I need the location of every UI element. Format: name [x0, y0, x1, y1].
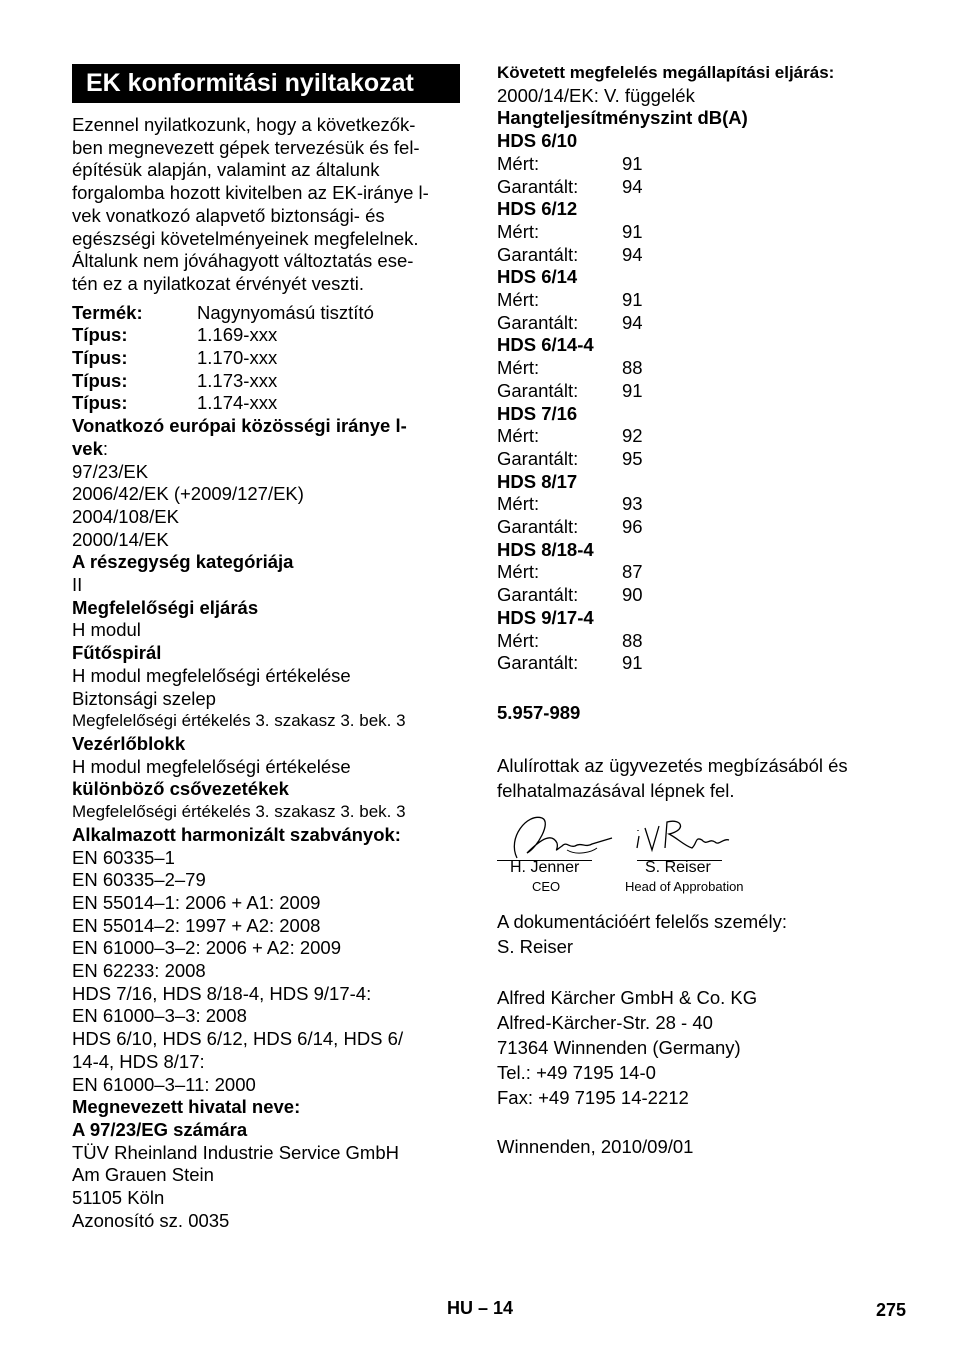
conformity-procedure-heading: Megfelelőségi eljárás — [72, 596, 259, 618]
component-category-block — [72, 551, 462, 596]
assessment-value: 2000/14/EK: V. függelék — [497, 84, 695, 106]
measured-row — [497, 289, 917, 312]
notified-body-line: 51105 Köln — [72, 1187, 165, 1209]
footer-section: HU – 14 — [447, 1298, 514, 1318]
model-name: HDS 6/10 — [497, 130, 578, 152]
guaranteed-value: 96 — [622, 516, 643, 538]
standard-item: EN 61000–3–11: 2000 — [72, 1073, 256, 1095]
authorization-line: Alulírottak az ügyvezetés megbízásából és — [497, 754, 848, 776]
model-name: HDS 9/17-4 — [497, 606, 594, 628]
conformity-procedure-block — [72, 597, 462, 642]
guaranteed-row — [497, 312, 917, 335]
signer-name: S. Reiser — [645, 859, 711, 876]
model-name: HDS 7/16 — [497, 402, 578, 424]
standard-item: 14-4, HDS 8/17: — [72, 1050, 205, 1072]
guaranteed-row — [497, 584, 917, 607]
guaranteed-value: 90 — [622, 584, 643, 606]
document-number: 5.957-989 — [497, 701, 581, 723]
left-column — [72, 64, 462, 1232]
standards-heading: Alkalmazott harmonizált szabványok: — [72, 823, 401, 845]
intro-line: tén ez a nyilatkozat érvényét veszti. — [72, 272, 365, 294]
authorization-text — [497, 753, 917, 803]
notified-body-line: TÜV Rheinland Industrie Service GmbH — [72, 1141, 399, 1163]
control-block-heading: Vezérlőblokk — [72, 732, 186, 754]
notified-body-heading: Megnevezett hivatal neve: — [72, 1096, 301, 1118]
standard-item: EN 61000–3–3: 2008 — [72, 1005, 247, 1027]
directives-heading-cont — [72, 438, 462, 461]
notified-body-line: Am Grauen Stein — [72, 1164, 214, 1186]
type-label: Típus: — [72, 324, 128, 346]
standard-item: EN 60335–2–79 — [72, 869, 206, 891]
signatures — [497, 808, 797, 900]
type-label: Típus: — [72, 347, 128, 369]
notified-body-line: Azonosító sz. 0035 — [72, 1209, 230, 1231]
intro-line: ben megnevezett gépek tervezésük és fel- — [72, 136, 420, 158]
type-row — [72, 324, 462, 347]
guaranteed-row — [497, 516, 917, 539]
type-value: 1.174-xxx — [197, 392, 278, 414]
guaranteed-value: 91 — [622, 652, 643, 674]
guaranteed-label: Garantált: — [497, 584, 579, 606]
documentation-block — [497, 909, 787, 959]
notified-body-block — [72, 1096, 462, 1232]
heating-coil-line: Biztonsági szelep — [72, 687, 216, 709]
standard-item: HDS 6/10, HDS 6/12, HDS 6/14, HDS 6/ — [72, 1028, 404, 1050]
standards-block — [72, 824, 462, 1096]
type-row — [72, 347, 462, 370]
measured-label: Mért: — [497, 357, 540, 379]
heating-coil-block — [72, 642, 462, 733]
type-row — [72, 392, 462, 415]
intro-line: Ezennel nyilatkozunk, hogy a következők- — [72, 114, 416, 135]
notified-body-subheading: A 97/23/EG számára — [72, 1118, 248, 1140]
control-block-value: H modul megfelelőségi értékelése — [72, 755, 351, 777]
sound-heading: Hangteljesítményszint dB(A) — [497, 107, 748, 129]
measured-value: 93 — [622, 493, 643, 515]
product-row — [72, 302, 462, 325]
product-value: Nagynyomású tisztító — [197, 301, 374, 323]
guaranteed-value: 94 — [622, 175, 643, 197]
measured-row — [497, 493, 917, 516]
standard-item: EN 61000–3–2: 2006 + A2: 2009 — [72, 937, 341, 959]
type-label: Típus: — [72, 369, 128, 391]
documentation-person: S. Reiser — [497, 936, 574, 957]
company-line: 71364 Winnenden (Germany) — [497, 1037, 741, 1058]
directives-block — [72, 415, 462, 551]
guaranteed-label: Garantált: — [497, 311, 579, 333]
measured-value: 88 — [622, 629, 643, 651]
standard-item: HDS 7/16, HDS 8/18-4, HDS 9/17-4: — [72, 982, 372, 1004]
measured-value: 91 — [622, 289, 643, 311]
measured-value: 92 — [622, 425, 643, 447]
documentation-label: A dokumentációért felelős személy: — [497, 911, 787, 932]
measured-label: Mért: — [497, 493, 540, 515]
standard-item: EN 62233: 2008 — [72, 960, 206, 982]
product-block — [72, 302, 462, 416]
conformity-procedure-value: H modul — [72, 619, 141, 641]
guaranteed-row — [497, 244, 917, 267]
standard-item: EN 55014–2: 1997 + A2: 2008 — [72, 914, 321, 936]
company-line: Fax: +49 7195 14-2212 — [497, 1087, 689, 1108]
intro-line: vek vonatkozó alapvető biztonsági- és — [72, 204, 385, 226]
measured-label: Mért: — [497, 425, 540, 447]
guaranteed-row — [497, 176, 917, 199]
control-block-block — [72, 733, 462, 778]
measured-row — [497, 153, 917, 176]
guaranteed-value: 95 — [622, 447, 643, 469]
standard-item: EN 55014–1: 2006 + A1: 2009 — [72, 891, 321, 913]
directive-item: 2004/108/EK — [72, 505, 179, 527]
measured-value: 88 — [622, 357, 643, 379]
guaranteed-value: 94 — [622, 311, 643, 333]
measured-value: 91 — [622, 220, 643, 242]
signer-title: Head of Approbation — [625, 879, 744, 894]
type-value: 1.173-xxx — [197, 369, 278, 391]
measured-value: 87 — [622, 561, 643, 583]
measured-label: Mért: — [497, 561, 540, 583]
measured-label: Mért: — [497, 289, 540, 311]
assessment-heading: Követett megfelelés megállapítási eljárás: — [497, 63, 835, 82]
guaranteed-label: Garantált: — [497, 652, 579, 674]
guaranteed-label: Garantált: — [497, 175, 579, 197]
company-block — [497, 985, 757, 1110]
product-label: Termék: — [72, 301, 143, 323]
directives-colon: : — [102, 437, 109, 459]
right-column — [497, 62, 917, 803]
type-row — [72, 370, 462, 393]
type-value: 1.170-xxx — [197, 347, 278, 369]
company-line: Alfred-Kärcher-Str. 28 - 40 — [497, 1012, 713, 1033]
company-line: Tel.: +49 7195 14-0 — [497, 1062, 656, 1083]
page-title: EK konformitási nyiltakozat — [72, 64, 460, 103]
component-category-heading: A részegység kategóriája — [72, 551, 294, 573]
measured-row — [497, 630, 917, 653]
measured-label: Mért: — [497, 629, 540, 651]
model-name: HDS 6/12 — [497, 198, 578, 220]
measured-row — [497, 357, 917, 380]
intro-line: egészségi követelményeinek megfelelnek. — [72, 227, 419, 249]
guaranteed-label: Garantált: — [497, 447, 579, 469]
intro-line: építésük alapján, valamint az általunk — [72, 159, 380, 181]
place-date: Winnenden, 2010/09/01 — [497, 1136, 694, 1157]
guaranteed-label: Garantált: — [497, 516, 579, 538]
measured-value: 91 — [622, 152, 643, 174]
directive-item: 2006/42/EK (+2009/127/EK) — [72, 483, 304, 505]
standard-item: EN 60335–1 — [72, 846, 175, 868]
directive-item: 97/23/EK — [72, 460, 149, 482]
measured-label: Mért: — [497, 152, 540, 174]
signer-name: H. Jenner — [510, 859, 580, 876]
signer-title: CEO — [532, 879, 561, 894]
pipelines-block — [72, 778, 462, 823]
page-number: 275 — [876, 1300, 907, 1320]
company-line: Alfred Kärcher GmbH & Co. KG — [497, 987, 758, 1008]
type-value: 1.169-xxx — [197, 324, 278, 346]
measured-row — [497, 561, 917, 584]
directive-item: 2000/14/EK — [72, 528, 169, 550]
intro-line: forgalomba hozott kivitelben az EK-iránye l- — [72, 182, 429, 204]
guaranteed-row — [497, 652, 917, 675]
guaranteed-label: Garantált: — [497, 379, 579, 401]
guaranteed-label: Garantált: — [497, 243, 579, 265]
intro-line: Általunk nem jóváhagyott változtatás ese- — [72, 250, 414, 272]
pipelines-value: Megfelelőségi értékelés 3. szakasz 3. bek. 3 — [72, 802, 406, 822]
authorization-line: felhatalmazásával lépnek fel. — [497, 779, 735, 801]
heating-coil-line: H modul megfelelőségi értékelése — [72, 664, 351, 686]
guaranteed-value: 91 — [622, 379, 643, 401]
pipelines-heading: különböző csővezetékek — [72, 778, 289, 800]
component-category-value: II — [72, 574, 83, 596]
sound-levels-list — [497, 130, 917, 675]
guaranteed-row — [497, 448, 917, 471]
type-label: Típus: — [72, 392, 128, 414]
model-name: HDS 8/17 — [497, 470, 578, 492]
heating-coil-heading: Fűtőspirál — [72, 642, 162, 664]
heating-coil-line: Megfelelőségi értékelés 3. szakasz 3. bek. 3 — [72, 711, 406, 731]
directives-heading-end: vek — [72, 437, 103, 459]
guaranteed-row — [497, 380, 917, 403]
model-name: HDS 6/14-4 — [497, 334, 594, 356]
model-name: HDS 6/14 — [497, 266, 578, 288]
model-name: HDS 8/18-4 — [497, 538, 594, 560]
directives-heading: Vonatkozó európai közösségi iránye l- — [72, 415, 407, 437]
guaranteed-value: 94 — [622, 243, 643, 265]
measured-label: Mért: — [497, 220, 540, 242]
intro-paragraph — [72, 114, 462, 296]
measured-row — [497, 425, 917, 448]
measured-row — [497, 221, 917, 244]
